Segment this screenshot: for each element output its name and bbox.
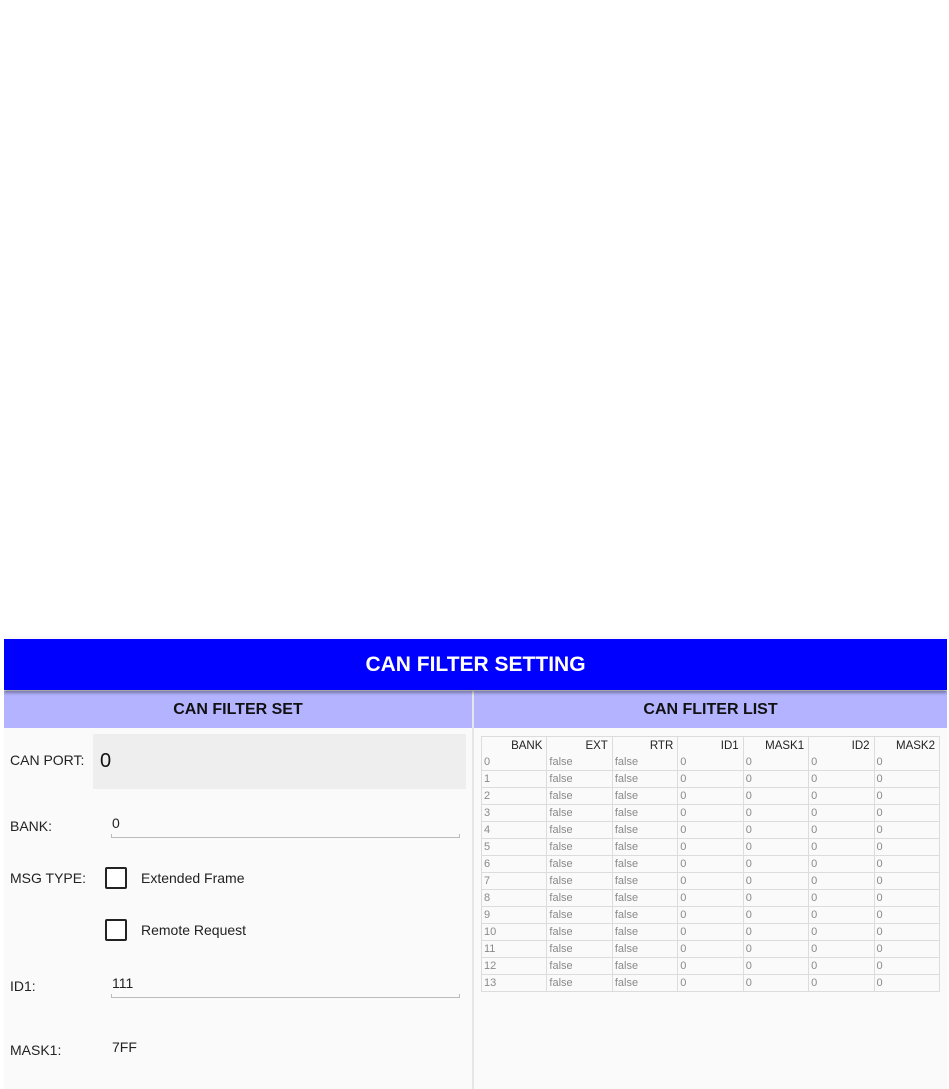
cell-mask1: 0 [743,941,808,958]
column-header-id2: ID2 [809,737,874,755]
cell-id1: 0 [678,805,743,822]
cell-rtr: false [612,839,677,856]
cell-rtr: false [612,907,677,924]
cell-mask1: 0 [743,788,808,805]
cell-rtr: false [612,771,677,788]
cell-id2: 0 [809,856,874,873]
can-port-label: CAN PORT: [10,752,85,768]
cell-bank: 7 [482,873,547,890]
table-row[interactable] [482,805,940,822]
cell-id1: 0 [678,907,743,924]
cell-rtr: false [612,958,677,975]
cell-id1: 0 [678,975,743,992]
cell-mask1: 0 [743,805,808,822]
cell-id1: 0 [678,890,743,907]
cell-mask2: 0 [874,839,939,856]
cell-mask1: 0 [743,924,808,941]
column-header-rtr: RTR [612,737,677,755]
cell-id1: 0 [678,822,743,839]
column-header-ext: EXT [547,737,612,755]
cell-mask2: 0 [874,754,939,771]
cell-ext: false [547,754,612,771]
cell-rtr: false [612,856,677,873]
bank-input[interactable] [112,814,460,838]
extended-frame-checkbox-row[interactable] [105,864,245,892]
table-row[interactable] [482,873,940,890]
extended-frame-checkbox[interactable] [105,867,127,889]
table-row[interactable] [482,856,940,873]
cell-id1: 0 [678,754,743,771]
can-filter-app [4,636,947,1089]
column-header-id1: ID1 [678,737,743,755]
cell-mask1: 0 [743,873,808,890]
mask1-label: MASK1: [10,1042,62,1058]
cell-ext: false [547,958,612,975]
filter-table-header-row [482,737,940,755]
cell-bank: 0 [482,754,547,771]
column-header-bank: BANK [482,737,547,755]
cell-id1: 0 [678,839,743,856]
cell-mask2: 0 [874,924,939,941]
cell-mask1: 0 [743,839,808,856]
cell-ext: false [547,856,612,873]
cell-mask2: 0 [874,873,939,890]
id1-value: 111 [112,975,134,991]
cell-id2: 0 [809,975,874,992]
table-row[interactable] [482,958,940,975]
table-row[interactable] [482,890,940,907]
remote-request-label: Remote Request [141,922,247,938]
cell-ext: false [547,822,612,839]
cell-ext: false [547,975,612,992]
cell-id2: 0 [809,754,874,771]
cell-id2: 0 [809,788,874,805]
cell-ext: false [547,839,612,856]
cell-id2: 0 [809,771,874,788]
table-row[interactable] [482,788,940,805]
cell-mask1: 0 [743,975,808,992]
cell-id2: 0 [809,890,874,907]
cell-bank: 2 [482,788,547,805]
column-header-mask2: MASK2 [874,737,939,755]
table-row[interactable] [482,924,940,941]
filter-set-header: CAN FILTER SET [4,691,472,728]
table-row[interactable] [482,975,940,992]
can-port-select[interactable] [93,734,466,789]
cell-rtr: false [612,788,677,805]
cell-id2: 0 [809,873,874,890]
cell-ext: false [547,924,612,941]
table-row[interactable] [482,941,940,958]
cell-ext: false [547,788,612,805]
cell-mask2: 0 [874,941,939,958]
table-row[interactable] [482,771,940,788]
extended-frame-label: Extended Frame [141,870,245,886]
cell-bank: 1 [482,771,547,788]
cell-bank: 8 [482,890,547,907]
can-port-value: 0 [100,750,112,772]
cell-id1: 0 [678,958,743,975]
bank-input-underline [111,834,460,838]
cell-mask1: 0 [743,822,808,839]
cell-rtr: false [612,890,677,907]
cell-ext: false [547,907,612,924]
bank-label: BANK: [10,818,53,834]
cell-id1: 0 [678,771,743,788]
filter-set-panel [4,728,472,1089]
cell-id1: 0 [678,924,743,941]
cell-id2: 0 [809,839,874,856]
id1-label: ID1: [10,978,36,994]
cell-mask1: 0 [743,890,808,907]
cell-id1: 0 [678,788,743,805]
id1-input[interactable] [112,974,460,998]
cell-mask2: 0 [874,771,939,788]
cell-id1: 0 [678,941,743,958]
cell-bank: 10 [482,924,547,941]
page-title: CAN FILTER SETTING [4,639,947,690]
remote-request-checkbox-row[interactable] [105,916,246,944]
cell-ext: false [547,941,612,958]
cell-ext: false [547,771,612,788]
cell-id1: 0 [678,856,743,873]
cell-rtr: false [612,941,677,958]
table-row[interactable] [482,839,940,856]
cell-mask2: 0 [874,822,939,839]
cell-mask2: 0 [874,805,939,822]
cell-id2: 0 [809,958,874,975]
mask1-value: 7FF [112,1039,137,1055]
filter-list-header: CAN FLITER LIST [474,691,947,728]
id1-input-underline [111,994,460,998]
cell-bank: 9 [482,907,547,924]
cell-bank: 6 [482,856,547,873]
cell-bank: 3 [482,805,547,822]
cell-mask1: 0 [743,754,808,771]
cell-rtr: false [612,805,677,822]
cell-mask2: 0 [874,958,939,975]
cell-bank: 12 [482,958,547,975]
filter-table [481,736,940,992]
cell-rtr: false [612,975,677,992]
cell-mask2: 0 [874,907,939,924]
cell-mask1: 0 [743,856,808,873]
cell-id2: 0 [809,941,874,958]
cell-mask2: 0 [874,890,939,907]
cell-id1: 0 [678,873,743,890]
remote-request-checkbox[interactable] [105,919,127,941]
bank-value: 0 [112,815,120,831]
cell-mask1: 0 [743,907,808,924]
msg-type-label: MSG TYPE: [10,870,86,886]
table-row[interactable] [482,822,940,839]
cell-bank: 5 [482,839,547,856]
cell-ext: false [547,805,612,822]
cell-bank: 13 [482,975,547,992]
filter-list-panel [474,728,947,1089]
cell-id2: 0 [809,805,874,822]
cell-id2: 0 [809,924,874,941]
cell-rtr: false [612,873,677,890]
cell-bank: 4 [482,822,547,839]
cell-ext: false [547,890,612,907]
cell-mask2: 0 [874,788,939,805]
table-row[interactable] [482,754,940,771]
cell-mask1: 0 [743,771,808,788]
filter-table-body [482,754,940,992]
cell-id2: 0 [809,822,874,839]
cell-mask2: 0 [874,856,939,873]
cell-rtr: false [612,924,677,941]
cell-rtr: false [612,754,677,771]
mask1-input[interactable] [112,1038,460,1088]
cell-mask1: 0 [743,958,808,975]
cell-ext: false [547,873,612,890]
column-header-mask1: MASK1 [743,737,808,755]
cell-bank: 11 [482,941,547,958]
cell-rtr: false [612,822,677,839]
cell-id2: 0 [809,907,874,924]
table-row[interactable] [482,907,940,924]
cell-mask2: 0 [874,975,939,992]
